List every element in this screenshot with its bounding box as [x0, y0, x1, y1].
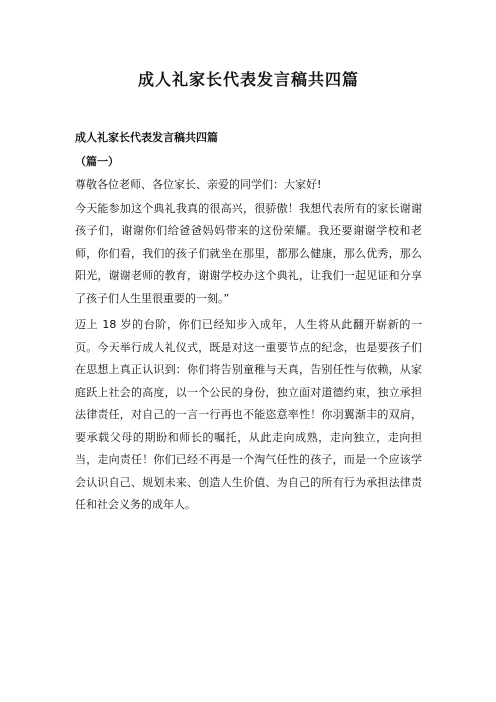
document-title: 成人礼家长代表发言稿共四篇	[137, 70, 359, 89]
document-subtitle: 成人礼家长代表发言稿共四篇	[75, 131, 218, 144]
section-label: （篇一）	[75, 155, 119, 168]
body-paragraph: 迈上 18 岁的台阶，你们已经知步入成年，人生将从此翻开崭新的一页。今天举行成人礼仪式，既是对这一重要节点的纪念，也是要孩子们在思想上真正认识到：你们将告别童稚与天真，告别任性与依赖，从家庭跃上社会的高度，以一个公民的身份，独立面对道德约束，独立承担法律责任，对自己的一言一行再也不能恣意率性！你羽翼渐丰的双肩，要承载父母的期盼和师长的嘱托，从此走向成熟，走向独立，走向担当，走向责任！你们已经不再是一个淘气任性的孩子，而是一个应该学会认识自己、规划未来、创造人生价值、为自己的所有行为承担法律责任和社会义务的成年人。	[75, 318, 422, 511]
greeting-paragraph: 尊敬各位老师、各位家长、亲爱的同学们：大家好!	[75, 178, 322, 191]
body-paragraph: 今天能参加这个典礼我真的很高兴，很骄傲！我想代表所有的家长谢谢孩子们，谢谢你们给爸爸妈妈带来的这份荣耀。我还要谢谢学校和老师，你们看，我们的孩子们就坐在那里，都那么健康，那么优秀，那么阳光，谢谢老师的教育，谢谢学校办这个典礼，让我们一起见证和分享了孩子们人生里很重要的一刻。”	[75, 201, 422, 305]
